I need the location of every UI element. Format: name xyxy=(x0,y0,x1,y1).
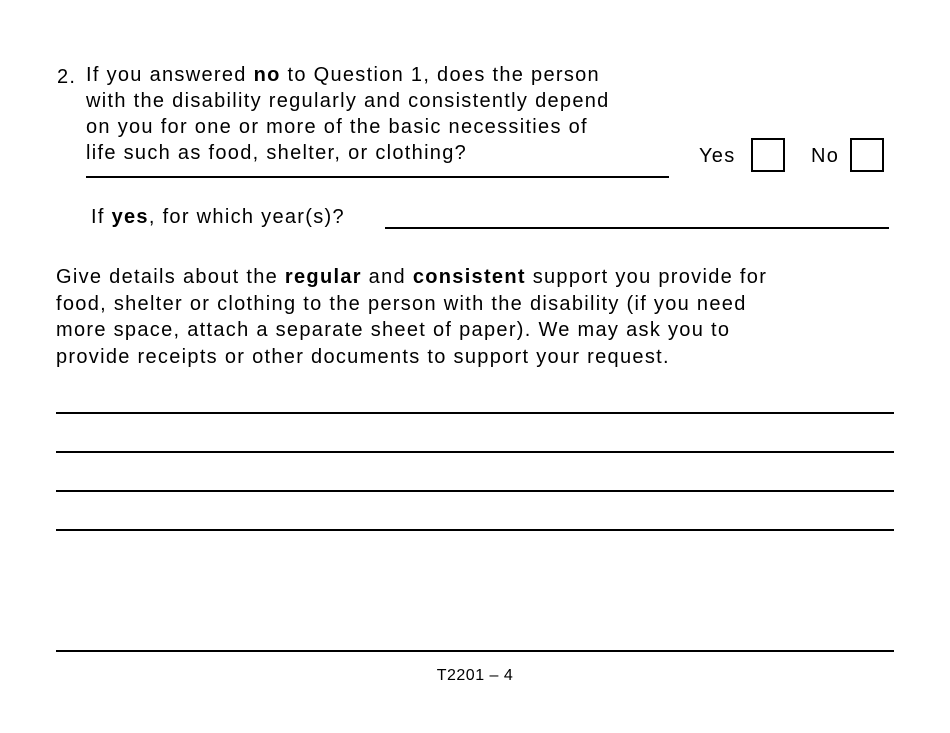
form-page-number: T2201 – 4 xyxy=(436,667,514,684)
page-footer xyxy=(0,667,950,685)
details-instructions xyxy=(56,264,916,370)
details-line: food, shelter or clothing to the person with the disability (if you need xyxy=(56,292,747,315)
yes-label: Yes xyxy=(699,145,736,167)
details-line: more space, attach a separate sheet of paper). We may ask you to xyxy=(56,319,731,341)
details-answer-line[interactable] xyxy=(56,412,894,414)
details-answer-line[interactable] xyxy=(56,490,894,492)
question-text-post: to Question 1, does the person xyxy=(280,64,600,86)
question-text-pre: If you answered xyxy=(86,64,254,86)
question-underline xyxy=(86,176,669,178)
footer-rule xyxy=(56,650,894,652)
question-text xyxy=(86,62,686,166)
question-line: with the disability regularly and consistently depend xyxy=(86,90,610,112)
question-number: 2. xyxy=(57,66,77,88)
details-line: provide receipts or other documents to support your request. xyxy=(56,345,670,368)
yes-checkbox[interactable] xyxy=(751,138,785,172)
details-pre: Give details about the xyxy=(56,266,285,288)
years-bold-yes: yes xyxy=(111,206,149,228)
years-pre: If xyxy=(91,206,112,228)
details-post: support you provide for xyxy=(525,266,768,288)
years-input-line[interactable] xyxy=(385,227,889,229)
question-bold-no: no xyxy=(253,64,281,86)
details-answer-line[interactable] xyxy=(56,451,894,453)
details-bold-regular: regular xyxy=(284,266,362,288)
details-answer-line[interactable] xyxy=(56,529,894,531)
details-line xyxy=(56,264,916,291)
details-mid: and xyxy=(361,266,413,288)
question-line: life such as food, shelter, or clothing? xyxy=(86,142,468,164)
question-line: on you for one or more of the basic necessities of xyxy=(86,116,588,138)
details-bold-consistent: consistent xyxy=(412,266,526,288)
no-checkbox[interactable] xyxy=(850,138,884,172)
years-post: , for which year(s)? xyxy=(148,206,345,228)
years-prompt xyxy=(91,204,345,230)
question-line xyxy=(86,62,686,88)
no-label: No xyxy=(811,145,840,167)
